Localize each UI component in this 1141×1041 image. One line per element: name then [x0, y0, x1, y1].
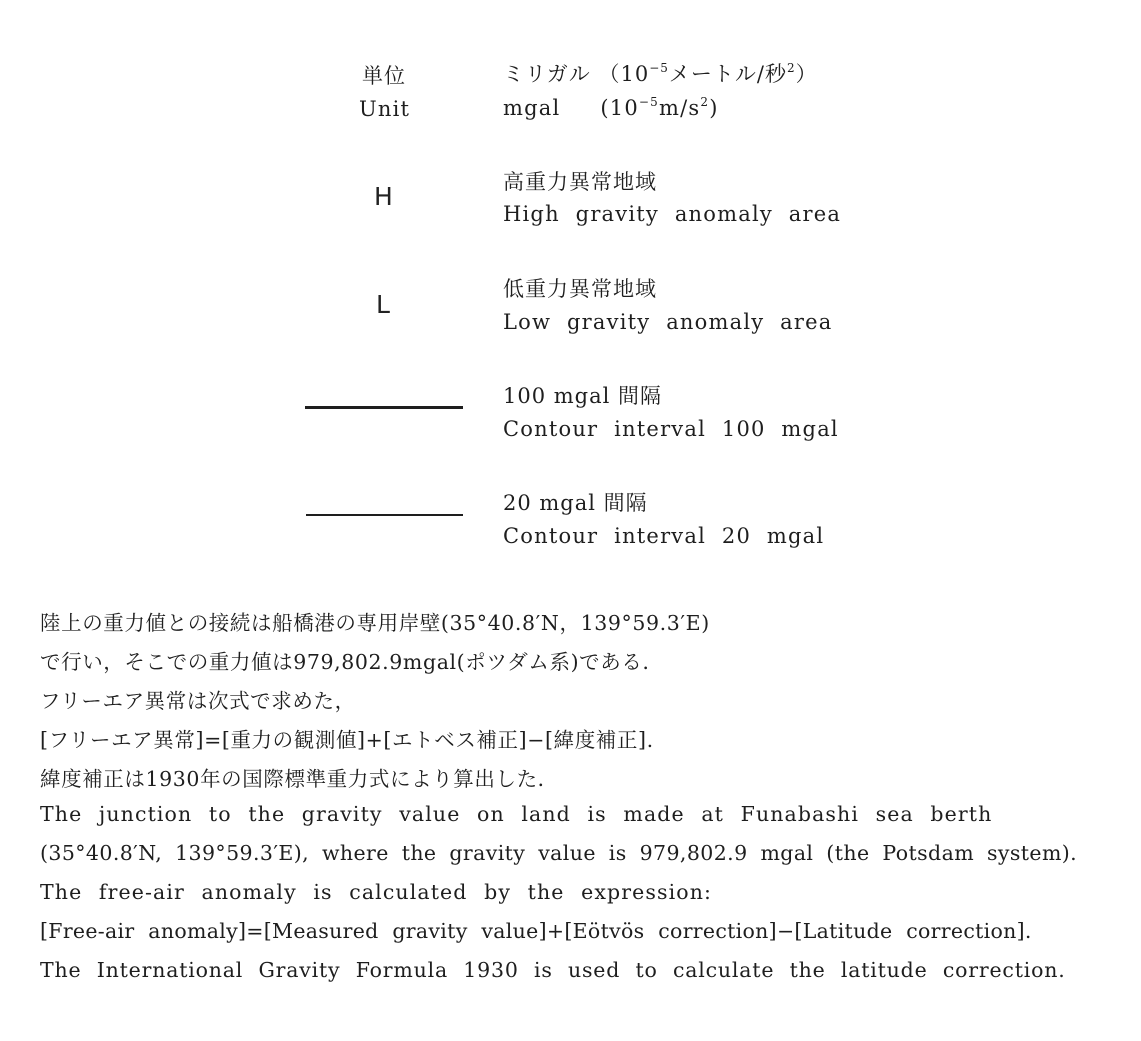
unit-value-en-close: ) [709, 96, 719, 120]
unit-value-en-mid: m/s [659, 96, 701, 120]
unit-value-en-open: (10 [600, 96, 639, 120]
unit-value-en-mgal: mgal [503, 96, 561, 120]
unit-value-jp-exponent2: 2 [786, 61, 796, 75]
note-jp-line-2: で行い，そこでの重力値は979,802.9mgal(ポツダム系)である． [40, 650, 664, 674]
note-en-line-4: [Free-air anomaly]=[Measured gravity value]+[Eötvös correction]−[Latitude correction]. [40, 919, 1032, 943]
contour-100-label-en: Contour interval 100 mgal [503, 417, 839, 441]
contour-100-line-sample [305, 406, 463, 409]
unit-value-jp-prefix: ミリガル （10 [503, 62, 650, 86]
note-jp-line-5: 緯度補正は1930年の国際標準重力式により算出した． [40, 767, 559, 791]
unit-value-en-exponent: −5 [638, 95, 660, 109]
low-label-en: Low gravity anomaly area [503, 310, 833, 334]
unit-value-jp [503, 58, 818, 88]
high-symbol: H [374, 182, 393, 211]
low-label-jp: 低重力異常地域 [503, 277, 657, 301]
note-en-line-5: The International Gravity Formula 1930 is used to calculate the latitude correction. [40, 958, 1066, 982]
contour-20-label-en: Contour interval 20 mgal [503, 524, 825, 548]
unit-label-en: Unit [359, 97, 411, 121]
unit-value-jp-close: ） [795, 62, 818, 86]
unit-label-jp: 単位 [362, 64, 406, 88]
unit-value-jp-suffix: メートル/秒 [668, 62, 787, 86]
low-symbol: L [376, 290, 390, 319]
contour-100-label-jp: 100 mgal 間隔 [503, 384, 663, 408]
note-en-line-2: (35°40.8′N, 139°59.3′E), where the gravity value is 979,802.9 mgal (the Potsdam system). [40, 841, 1078, 865]
unit-value-en-exponent2: 2 [700, 95, 710, 109]
note-en-line-3: The free-air anomaly is calculated by the expression: [40, 880, 713, 904]
unit-value-jp-exponent: −5 [649, 61, 669, 75]
unit-value-en [503, 96, 719, 120]
note-jp-line-1: 陸上の重力値との接続は船橋港の専用岸壁(35°40.8′N，139°59.3′E) [40, 611, 710, 635]
note-en-line-1: The junction to the gravity value on land is made at Funabashi sea berth [40, 802, 993, 826]
contour-20-line-sample [306, 514, 463, 516]
note-jp-line-3: フリーエア異常は次式で求めた， [40, 689, 356, 713]
note-jp-line-4: [フリーエア異常]=[重力の観測値]+[エトベス補正]−[緯度補正]. [40, 728, 654, 752]
high-label-en: High gravity anomaly area [503, 202, 842, 226]
contour-20-label-jp: 20 mgal 間隔 [503, 491, 648, 515]
high-label-jp: 高重力異常地域 [503, 170, 657, 194]
